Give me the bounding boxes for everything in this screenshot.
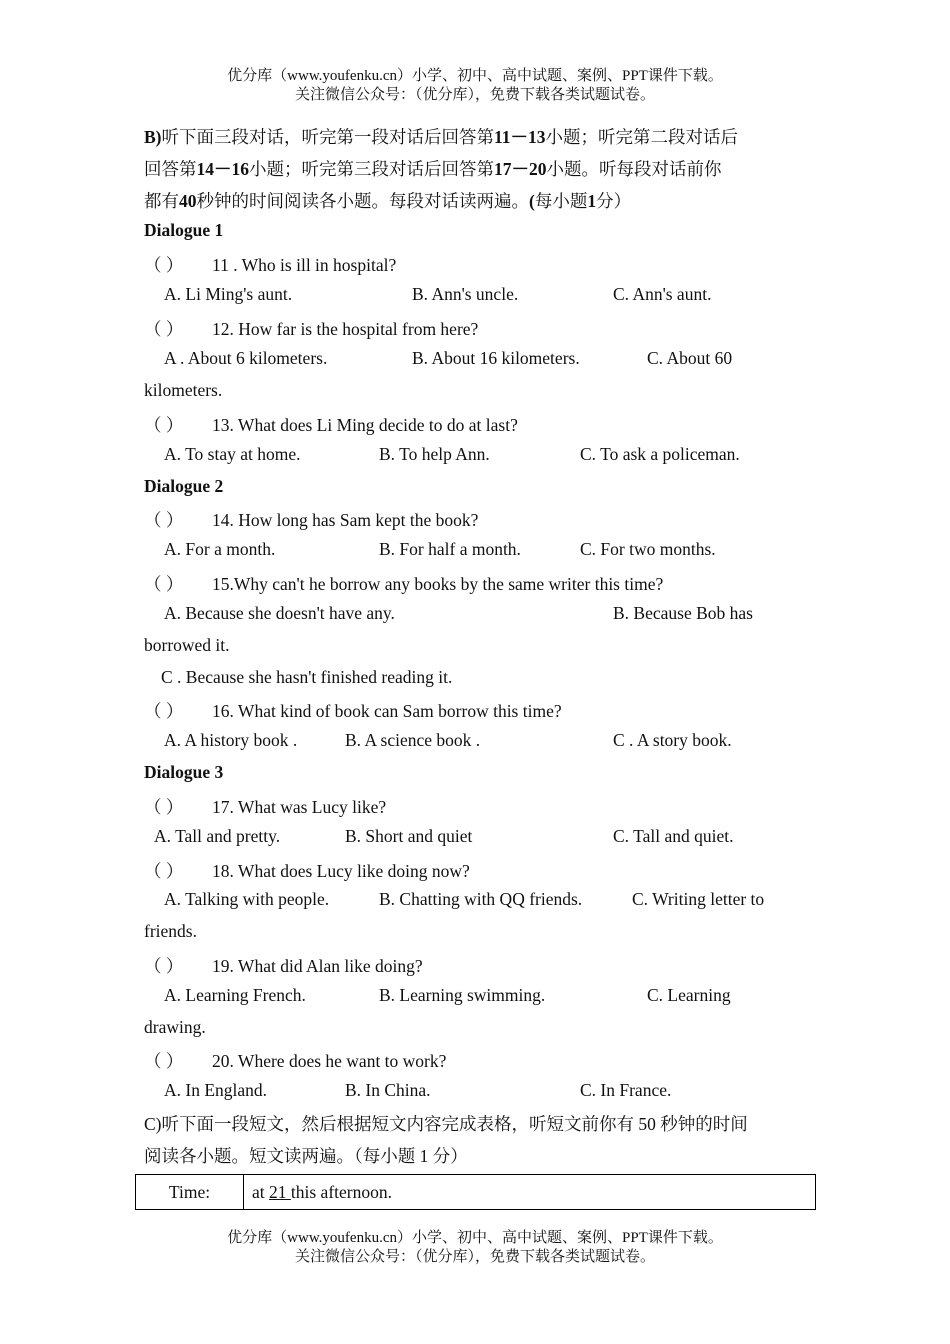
page-header: [0, 67, 950, 105]
question-15: [144, 571, 663, 596]
q17-option-c: C. Tall and quiet.: [613, 826, 734, 846]
question-text: 15.Why can't he borrow any books by the same writer this time?: [212, 574, 664, 594]
table-row: [136, 1175, 816, 1210]
blank-21[interactable]: 21: [269, 1181, 291, 1202]
range: 11－13: [494, 127, 546, 147]
text: 都有: [144, 191, 179, 211]
question-text: 17. What was Lucy like?: [212, 797, 387, 817]
answer-blank[interactable]: （ ）: [144, 861, 184, 881]
question-text: 11 . Who is ill in hospital?: [212, 255, 397, 275]
answer-blank[interactable]: （ ）: [144, 701, 184, 721]
footer-line-2: 关注微信公众号：（优分库），免费下载各类试题试卷。: [294, 1249, 655, 1265]
text: 秒钟的时间阅读各小题。每段对话读两遍。: [196, 191, 529, 211]
question-12: [144, 316, 478, 341]
answer-blank[interactable]: （ ）: [144, 797, 184, 817]
table-text: this afternoon.: [290, 1181, 392, 1202]
q11-option-b: B. Ann's uncle.: [412, 284, 519, 304]
info-table: [135, 1174, 816, 1210]
answer-blank[interactable]: （ ）: [144, 510, 184, 530]
q13-option-a: A. To stay at home.: [164, 444, 301, 464]
q16-option-c: C . A story book.: [613, 730, 732, 750]
answer-blank[interactable]: （ ）: [144, 956, 184, 976]
answer-blank[interactable]: （ ）: [144, 255, 184, 275]
section-c-line-1: C)听下面一段短文，然后根据短文内容完成表格，听短文前你有 50 秒钟的时间: [144, 1114, 748, 1134]
q11-option-a: A. Li Ming's aunt.: [164, 284, 293, 304]
text: 分）: [596, 191, 632, 211]
text: 每小题: [534, 191, 588, 211]
text: 小题。听每段对话前你: [546, 159, 722, 179]
table-value-cell: [244, 1175, 816, 1210]
q19-option-a: A. Learning French.: [164, 985, 306, 1005]
question-20: [144, 1048, 446, 1073]
text: 小题；听完第三段对话后回答第: [249, 159, 494, 179]
q15-option-b: B. Because Bob has: [613, 603, 753, 623]
q15-option-c: C . Because she hasn't finished reading it.: [161, 667, 453, 687]
number: 40: [179, 191, 197, 211]
section-label: B): [144, 127, 162, 147]
number: 1: [587, 191, 597, 211]
answer-blank[interactable]: （ ）: [144, 319, 184, 339]
text: 听下面三段对话，听完第一段对话后回答第: [161, 127, 494, 147]
q13-option-c: C. To ask a policeman.: [580, 444, 740, 464]
question-17: [144, 794, 386, 819]
question-13: [144, 412, 518, 437]
question-14: [144, 507, 478, 532]
question-18: [144, 858, 470, 883]
dialogue-2-heading: Dialogue 2: [144, 476, 224, 496]
q19-option-b: B. Learning swimming.: [379, 985, 546, 1005]
q12-option-c: C. About 60: [647, 348, 733, 368]
q12-option-b: B. About 16 kilometers.: [412, 348, 580, 368]
question-text: 12. How far is the hospital from here?: [212, 319, 479, 339]
q18-option-c-wrap: friends.: [144, 921, 197, 941]
header-line-1: 优分库（www.youfenku.cn）小学、初中、高中试题、案例、PPT课件下载。: [227, 68, 723, 84]
q18-option-b: B. Chatting with QQ friends.: [379, 889, 583, 909]
q16-option-a: A. A history book .: [164, 730, 298, 750]
dialogue-3-heading: Dialogue 3: [144, 762, 224, 782]
q20-option-c: C. In France.: [580, 1080, 672, 1100]
section-b-line-3: [144, 188, 631, 213]
q17-option-a: A. Tall and pretty.: [154, 826, 281, 846]
answer-blank[interactable]: （ ）: [144, 1051, 184, 1071]
section-b-line-2: [144, 156, 722, 181]
header-line-2: 关注微信公众号：（优分库），免费下载各类试题试卷。: [294, 87, 655, 103]
q12-option-c-wrap: kilometers.: [144, 380, 223, 400]
range: 14－16: [196, 159, 249, 179]
q16-option-b: B. A science book .: [345, 730, 481, 750]
answer-blank[interactable]: （ ）: [144, 415, 184, 435]
footer-line-1: 优分库（www.youfenku.cn）小学、初中、高中试题、案例、PPT课件下载。: [227, 1230, 723, 1246]
q11-option-c: C. Ann's aunt.: [613, 284, 712, 304]
question-text: 16. What kind of book can Sam borrow this time?: [212, 701, 562, 721]
q19-option-c: C. Learning: [647, 985, 731, 1005]
q14-option-a: A. For a month.: [164, 539, 276, 559]
text: (: [529, 191, 535, 211]
answer-blank[interactable]: （ ）: [144, 574, 184, 594]
q20-option-a: A. In England.: [164, 1080, 268, 1100]
q13-option-b: B. To help Ann.: [379, 444, 490, 464]
text: 回答第: [144, 159, 197, 179]
q14-option-b: B. For half a month.: [379, 539, 521, 559]
question-text: 19. What did Alan like doing?: [212, 956, 423, 976]
q12-option-a: A . About 6 kilometers.: [164, 348, 328, 368]
q20-option-b: B. In China.: [345, 1080, 431, 1100]
question-text: 20. Where does he want to work?: [212, 1051, 447, 1071]
q19-option-c-wrap: drawing.: [144, 1017, 206, 1037]
question-text: 18. What does Lucy like doing now?: [212, 861, 470, 881]
q17-option-b: B. Short and quiet: [345, 826, 473, 846]
question-text: 13. What does Li Ming decide to do at last?: [212, 415, 518, 435]
q18-option-a: A. Talking with people.: [164, 889, 330, 909]
table-label-cell: Time:: [136, 1175, 244, 1210]
q15-option-b-wrap: borrowed it.: [144, 635, 230, 655]
q18-option-c: C. Writing letter to: [632, 889, 765, 909]
q14-option-c: C. For two months.: [580, 539, 716, 559]
question-text: 14. How long has Sam kept the book?: [212, 510, 479, 530]
question-11: [144, 252, 396, 277]
dialogue-1-heading: Dialogue 1: [144, 220, 224, 240]
range: 17－20: [494, 159, 547, 179]
section-b-line-1: [144, 124, 738, 149]
section-c-line-2: 阅读各小题。短文读两遍。（每小题 1 分）: [144, 1146, 468, 1166]
page-footer: [0, 1229, 950, 1267]
question-16: [144, 698, 562, 723]
table-text: at: [252, 1181, 270, 1202]
text: 小题；听完第二段对话后: [545, 127, 739, 147]
q15-option-a: A. Because she doesn't have any.: [164, 603, 395, 623]
question-19: [144, 953, 423, 978]
